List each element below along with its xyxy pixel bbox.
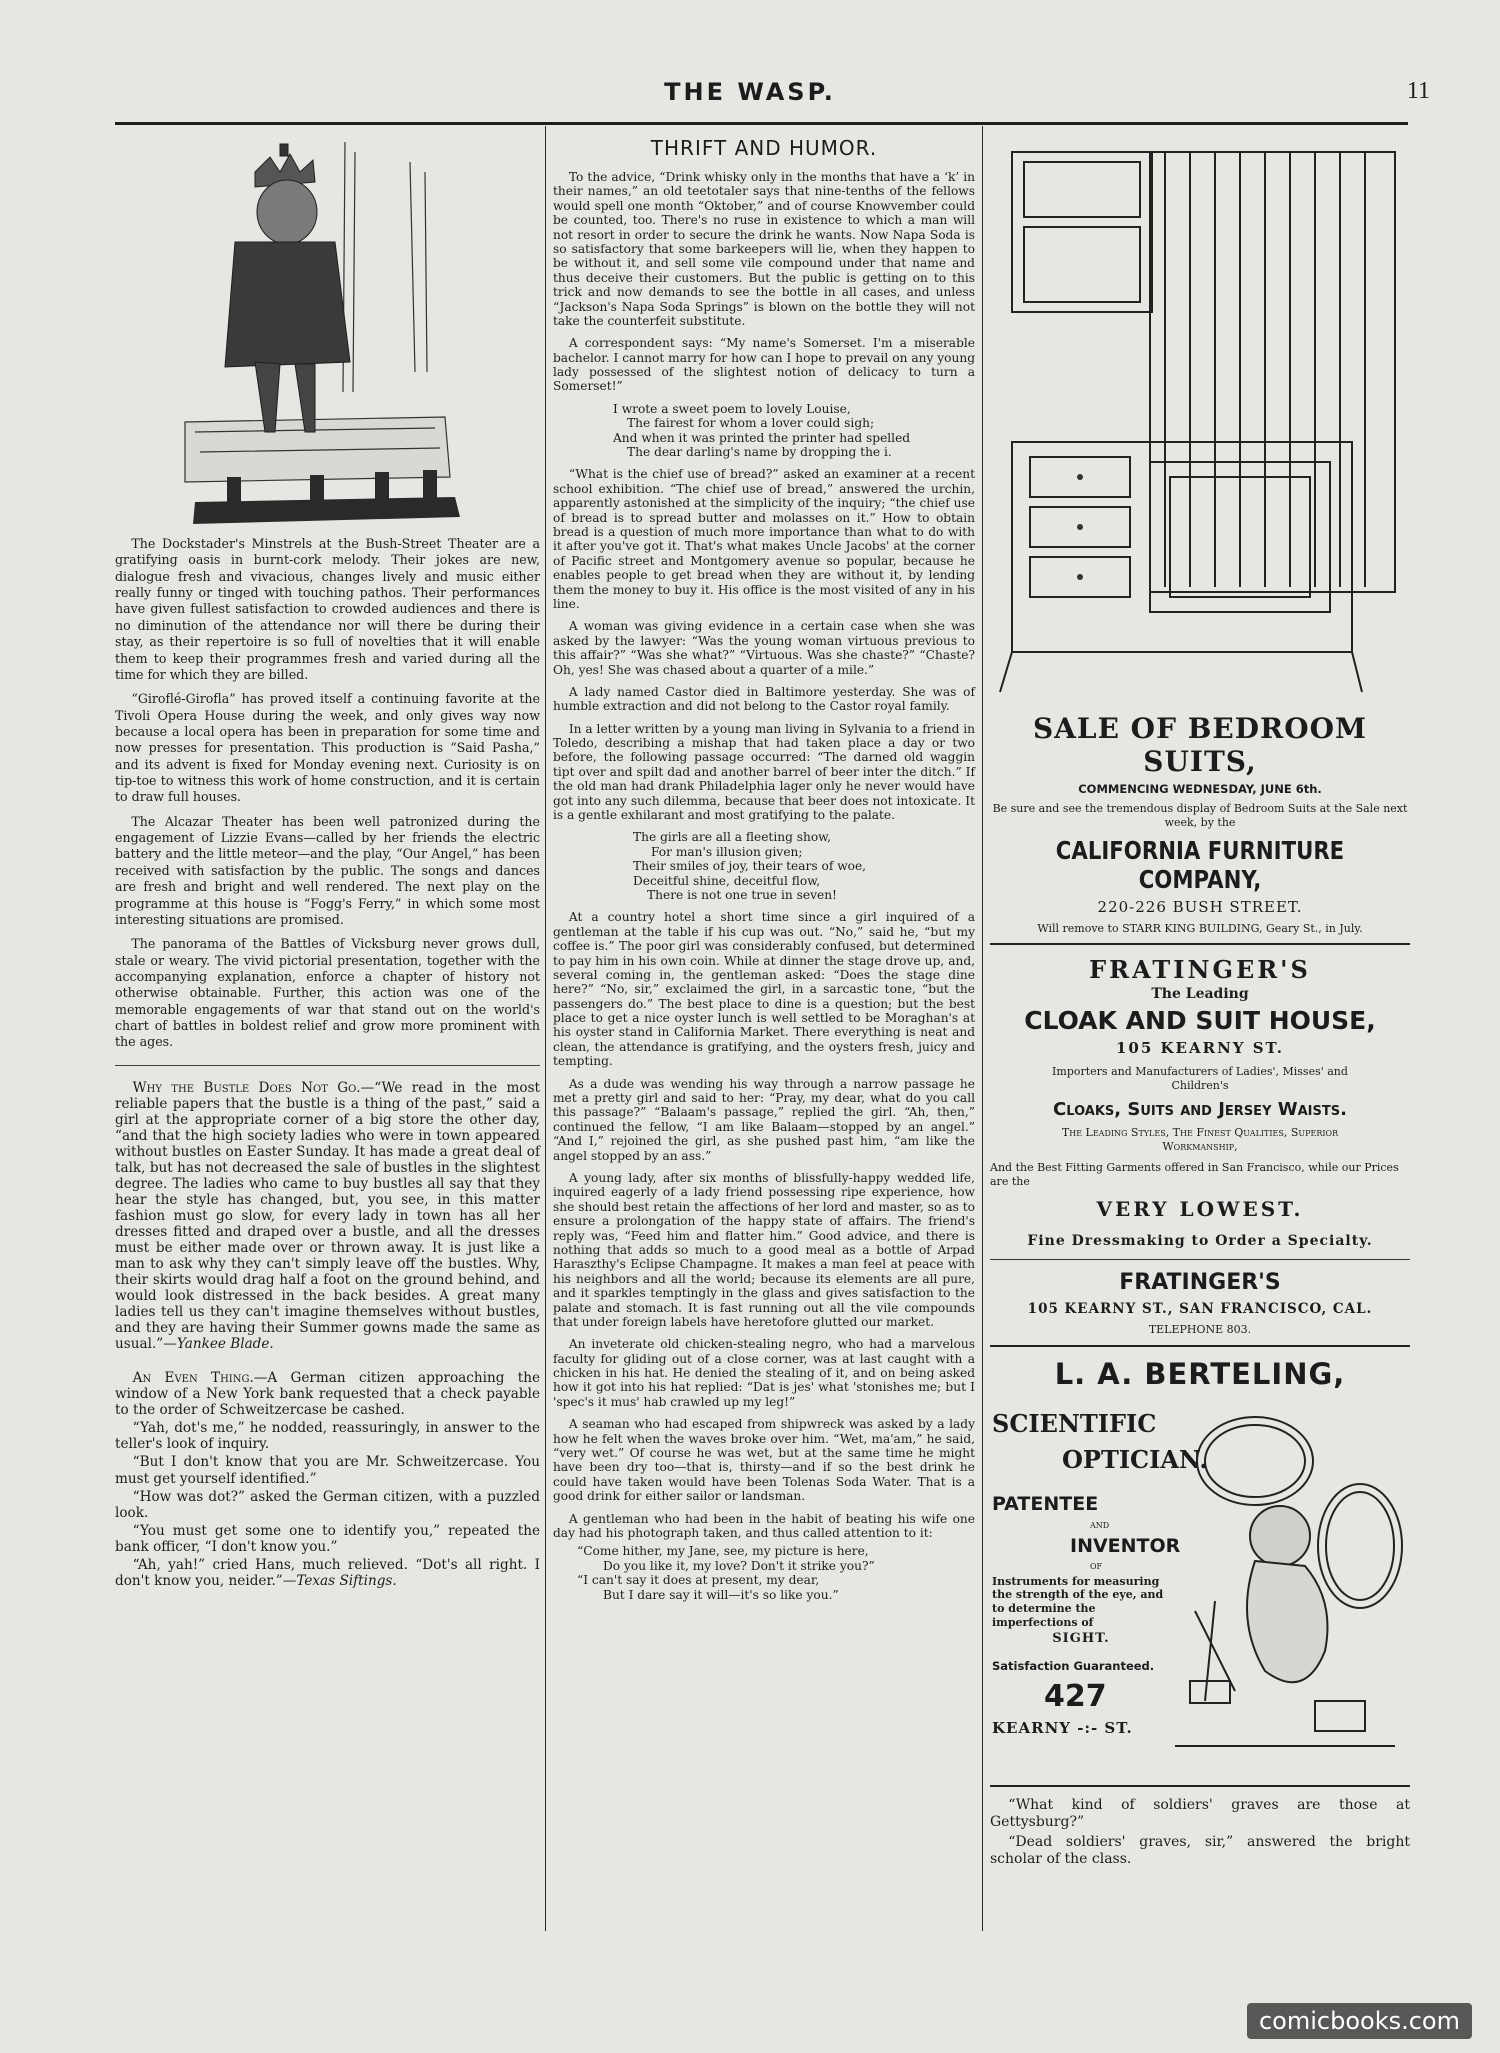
paragraph: “Ah, yah!” cried Hans, much relieved. “Dot's all right. I don't know you, neider.”—Texas Siftings. [115,1556,540,1589]
paragraph: As a dude was wending his way through a narrow passage he met a pretty girl and said to her: “Pray, my dear, what do you call this passage?” “Balaam's passage,” replied the girl. “Ah, then,” continued the fellow, “I am like Balaam—stopped by an angel.” “And I,” rejoined the girl, as she pushed past him, “am like the angel stopped by an ass.” [553,1076,975,1163]
paragraph: A seaman who had escaped from shipwreck was asked by a lady how he felt when the waves broke over him. “Wet, ma'am,” he said, “very wet.” Of course he was wet, but at the same time he might have been dry too—that is, thirsty—and if so the best drink he could have taken would have been Tolenas Soda Water. That is a good drink for either sailor or landsman. [553,1417,975,1504]
paragraph: The Dockstader's Minstrels at the Bush-Street Theater are a gratifying oasis in burnt-cork melody. Their jokes are new, dialogue fresh and vivacious, changes lively and music either really funny or tinged with touching pathos. Their performances have given fullest satisfaction to crowded audiences and there is no diminution of the attendance nor will there be during their stay, as their repertoire is so full of novelties that it will enable them to keep their programmes fresh and varied during all the time for which they are billed. [115,536,540,682]
berteling-name: L. A. BERTELING, [1054,1356,1346,1391]
furniture-address: 220-226 BUSH STREET. [1097,897,1303,916]
paragraph: The panorama of the Battles of Vicksburg never grows dull, stale or weary. The vivid pictorial presentation, together with the accompanying explanation, enforce a chapter of history not otherwise obtainable. Further, this action was one of the memorable engagements of war that stand out on the world's chart of battles in boldest relief and grow more prominent with the ages. [115,936,540,1050]
berteling-instruments: Instruments for measuring the strength of the eye, and to determine the imperfections of [992,1574,1164,1629]
furniture-advertisement [990,132,1410,945]
bedroom-suit-illustration [990,132,1410,702]
fratinger-address: 105 KEARNY ST., SAN FRANCISCO, CAL. [1027,1300,1373,1317]
berteling-inventor: INVENTOR [1070,1534,1181,1557]
paragraph: “What is the chief use of bread?” asked an examiner at a recent school exhibition. “The chief use of bread,” answered the urchin, apparently astonished at the simplicity of the inquiry; “the chief use of bread is to spread butter and molasses on it.” How to obtain bread is a question of much more importance than what to do with it after you've got it. That's what makes Uncle Jacobs' at the corner of Pacific street and Montgomery avenue so popular, because he enables people to get bread when they are without it, by lending them the money to buy it. His office is the most visited of any in his line. [553,467,975,611]
bustle-heading: Why the Bustle Does Not Go. [132,1079,361,1096]
column-rule-1 [545,126,546,1931]
berteling-sight: SIGHT. [1052,1630,1110,1646]
fratinger-lowest: VERY LOWEST. [1096,1196,1304,1221]
fratinger-street: 105 KEARNY ST. [1115,1039,1285,1058]
fratinger-advertisement [990,955,1410,1346]
furniture-headline: SALE OF BEDROOM SUITS, [1032,712,1368,778]
cherub-optician-illustration [1175,1401,1410,1766]
fratinger-telephone: TELEPHONE 803. [1148,1322,1252,1336]
berteling-patentee: PATENTEE [992,1492,1099,1515]
berteling-optician: OPTICIAN. [1062,1444,1208,1474]
even-thing-source: —Texas Siftings. [282,1572,397,1589]
paragraph: A young lady, after six months of blissfully-happy wedded life, inquired eagerly of a lady friend possessing ripe experience, how she should best retain the affections of her lord and master, so as to ensure a prolongation of the happy state of affairs. The friend's reply was, “Feed him and flatter him.” Good advice, and there is nothing that adds so much to a good meal as a bottle of Arpad Haraszthy's Eclipse Champagne. It makes a man feel at peace with his neighbors and all the world; because its elements are all pure, and it sparkles temptingly in the glass and gives satisfaction to the palate and stomach. It is fast running out all the vile compounds that under foreign labels have heretofore glutted our market. [553,1171,975,1329]
column-3 [990,132,1410,1877]
paragraph: “Giroflé-Girofla” has proved itself a continuing favorite at the Tivoli Opera House during the week, and only gives way now because a local opera has been in preparation for some time and now presses for presentation. This production is “Said Pasha,” and its advent is fixed for Monday evening next. Curiosity is on tip-toe to witness this work of home construction, and it is certain to draw full houses. [115,691,540,805]
bustle-source: —Yankee Blade. [163,1336,274,1353]
column-1 [115,132,540,1591]
page-header [0,78,1500,108]
paragraph: At a country hotel a short time since a girl inquired of a gentleman at the table if his cup was out. “No,” said he, “but my coffee is.” The poor girl was considerably confused, but determined to pay him in his own coin. While at dinner the stage drove up, and, several coming in, the gentleman asked: “Does the stage dine here?” “No, sir,” exclaimed the girl, in a sarcastic tone, “but the passengers do.” The best place to dine is a question; but the best place to get a nice oyster lunch is well settled to be Moraghan's at his oyster stand in California Market. There everything is neat and clean, the attendance is gratifying, and the oysters fresh, juicy and tempting. [553,910,975,1069]
fratinger-name-footer: FRATINGER'S [1119,1269,1281,1295]
poem-louise: I wrote a sweet poem to lovely Louise, The fairest for whom a lover could sigh; And when it was printed the printer had spelled The dear darling's name by dropping the i. [613,401,911,460]
bustle-body: —“We read in the most reliable papers that the bustle is a thing of the past,” said a girl at the appropriate corner of a big store the other day, “and that the high society ladies who were in town appeared without bustles on Easter Sunday. It has made a great deal of talk, but has not decreased the sale of bustles in the slightest degree. The ladies who came to buy bustles all say that they hear the style has changed, but, you see, in this matter fashion must go slow, for every lady in town has all her dresses fitted and draped over a bustle, and all the dresses must be either made over or thrown away. It is just like a man to ask why they can't simply leave off the bustles. Why, their skirts would drag half a foot on the ground behind, and would look distressed in the back besides. A great many ladies tell us they can't imagine themselves without bustles, and they are having their Summer gowns made the same as usual.” [115,1079,541,1353]
fratinger-importers: Importers and Manufacturers of Ladies', Misses' and Children's [1052,1065,1348,1092]
even-thing-article: An Even Thing.—A German citizen approaching the window of a New York bank requested that a check payable to the order of Schweitzercase be cashed. [115,1370,540,1419]
paragraph: A gentleman who had been in the habit of beating his wife one day had his photograph taken, and thus called attention to it: [553,1511,975,1540]
fratinger-leading: The Leading [1151,986,1249,1003]
paragraph: A correspondent says: “My name's Somerset. I'm a miserable bachelor. I cannot marry for how can I hope to prevail on any young lady possessed of the slightest notion of delicacy to turn a Somerset!” [553,336,975,394]
fratinger-house: CLOAK AND SUIT HOUSE, [1024,1006,1376,1036]
paragraph: “You must get some one to identify you,” repeated the bank officer, “I don't know you.” [115,1522,540,1555]
furniture-company: CALIFORNIA FURNITURE COMPANY, [1055,835,1345,894]
fratinger-best: And the Best Fitting Garments offered in San Francisco, while our Prices are the [990,1161,1399,1188]
furniture-note: Will remove to STARR KING BUILDING, Geary St., in July. [1037,921,1363,935]
paragraph: “Yah, dot's me,” he nodded, reassuringly, in answer to the teller's look of inquiry. [115,1420,540,1453]
paragraph: An inveterate old chicken-stealing negro, who had a marvelous faculty for gliding out of a close corner, was at last caught with a chicken in his hat. He denied the stealing of it, and on being asked how it got into his hat replied: “Dat is jes' what 'stonishes me; but I 'spec's it mus' hab crawled up my leg!” [553,1337,975,1409]
soldiers-answer: “Dead soldiers' graves, sir,” answered the bright scholar of the class. [990,1833,1410,1867]
section-title: THRIFT AND HUMOR. [650,136,878,160]
watermark: comicbooks.com [1247,2003,1472,2039]
paragraph: “How was dot?” asked the German citizen, with a puzzled look. [115,1488,540,1521]
berteling-street: KEARNY -:- ST. [992,1718,1133,1737]
fratinger-cloaks: Cloaks, Suits and Jersey Waists. [1053,1098,1347,1120]
fratinger-dressmaking: Fine Dressmaking to Order a Specialty. [1027,1232,1373,1249]
berteling-advertisement: L. A. BERTELING, SCIENTIFIC OPTICIAN. PATENTEE AND INVENTOR OF Instruments for measuring the strength of the eye, and to determine the imperfections of SIGHT. Satisfaction Guaranteed. 427 KEARNY -:- ST. [990,1357,1410,1787]
fratinger-styles: The Leading Styles, The Finest Qualities, Superior Workmanship, [1061,1125,1339,1153]
paragraph: A woman was giving evidence in a certain case when she was asked by the lawyer: “Was the young woman virtuous previous to this affair?” “Was she what?” “Virtuous. Was she chaste?” “Chaste? Oh, yes! She was chased about a quarter of a mile.” [553,619,975,677]
column-rule-2 [982,126,983,1931]
berteling-satisfaction: Satisfaction Guaranteed. [992,1658,1155,1673]
paragraph: “But I don't know that you are Mr. Schweitzercase. You must get yourself identified.” [115,1454,540,1487]
berteling-scientific: SCIENTIFIC [992,1408,1157,1438]
column-2 [553,132,975,1610]
paragraph: A lady named Castor died in Baltimore yesterday. She was of humble extraction and did not belong to the Castor royal family. [553,684,975,714]
poem-photograph: “Come hither, my Jane, see, my picture is here, Do you like it, my love? Don't it strike you?” “I can't say it does at present, my dear, But I dare say it will—it's so like you.” [577,1544,875,1602]
even-thing-heading: An Even Thing. [132,1370,254,1387]
poem-girls: The girls are all a fleeting show, For man's illusion given; Their smiles of joy, their tears of woe, Deceitful shine, deceitful flow, There is not one true in seven! [633,830,867,902]
header-rule [115,122,1408,125]
furniture-body: Be sure and see the tremendous display of Bedroom Suits at the Sale next week, by the [992,802,1408,829]
paragraph: In a letter written by a young man living in Sylvania to a friend in Toledo, describing a mishap that had taken place a day or two before, the following passage occurred: “The darned old waggin tipt over and spilt dad and another barrel of beer inter the ditch.” If the old man had drank Philadelphia lager only he never would have got into any such dilemma, because that beer does not intoxicate. It is a gentle exhilarant and most gratifying to the palate. [553,721,975,823]
newspaper-title: THE WASP. [664,78,836,106]
section-divider [115,1065,540,1066]
king-caricature-illustration [115,132,540,532]
bustle-article [115,1080,540,1353]
furniture-subheadline: COMMENCING WEDNESDAY, JUNE 6th. [1078,782,1322,796]
soldiers-question: “What kind of soldiers' graves are those at Gettysburg?” [990,1796,1410,1830]
paragraph: To the advice, “Drink whisky only in the months that have a ‘k’ in their names,” an old teetotaler says that nine-tenths of the fellows would spell one month “Oktober,” and of course Knowvember could be counted, too. There's no ruse in existence to which a man will not resort in order to secure the drink he wants. Now Napa Soda is so satisfactory that some barkeepers will lie, when they happen to be without it, and sell some vile compound under that name and thus deceive their customers. But the public is getting on to this trick and now demands to see the bottle in all cases, and unless “Jackson's Napa Soda Springs” is blown on the bottle they will not take the counterfeit substitute. [553,170,975,328]
berteling-number: 427 [1044,1678,1107,1714]
page-number: 11 [1406,78,1430,104]
paragraph: The Alcazar Theater has been well patronized during the engagement of Lizzie Evans—called by her friends the electric battery and the little meteor—and the play, “Our Angel,” has been received with satisfaction by the public. The songs and dances are fresh and bright and well rendered. The next play on the programme at this house is “Fogg's Ferry,” in which some most interesting situations are promised. [115,813,540,927]
fratinger-name: FRATINGER'S [1089,955,1311,985]
